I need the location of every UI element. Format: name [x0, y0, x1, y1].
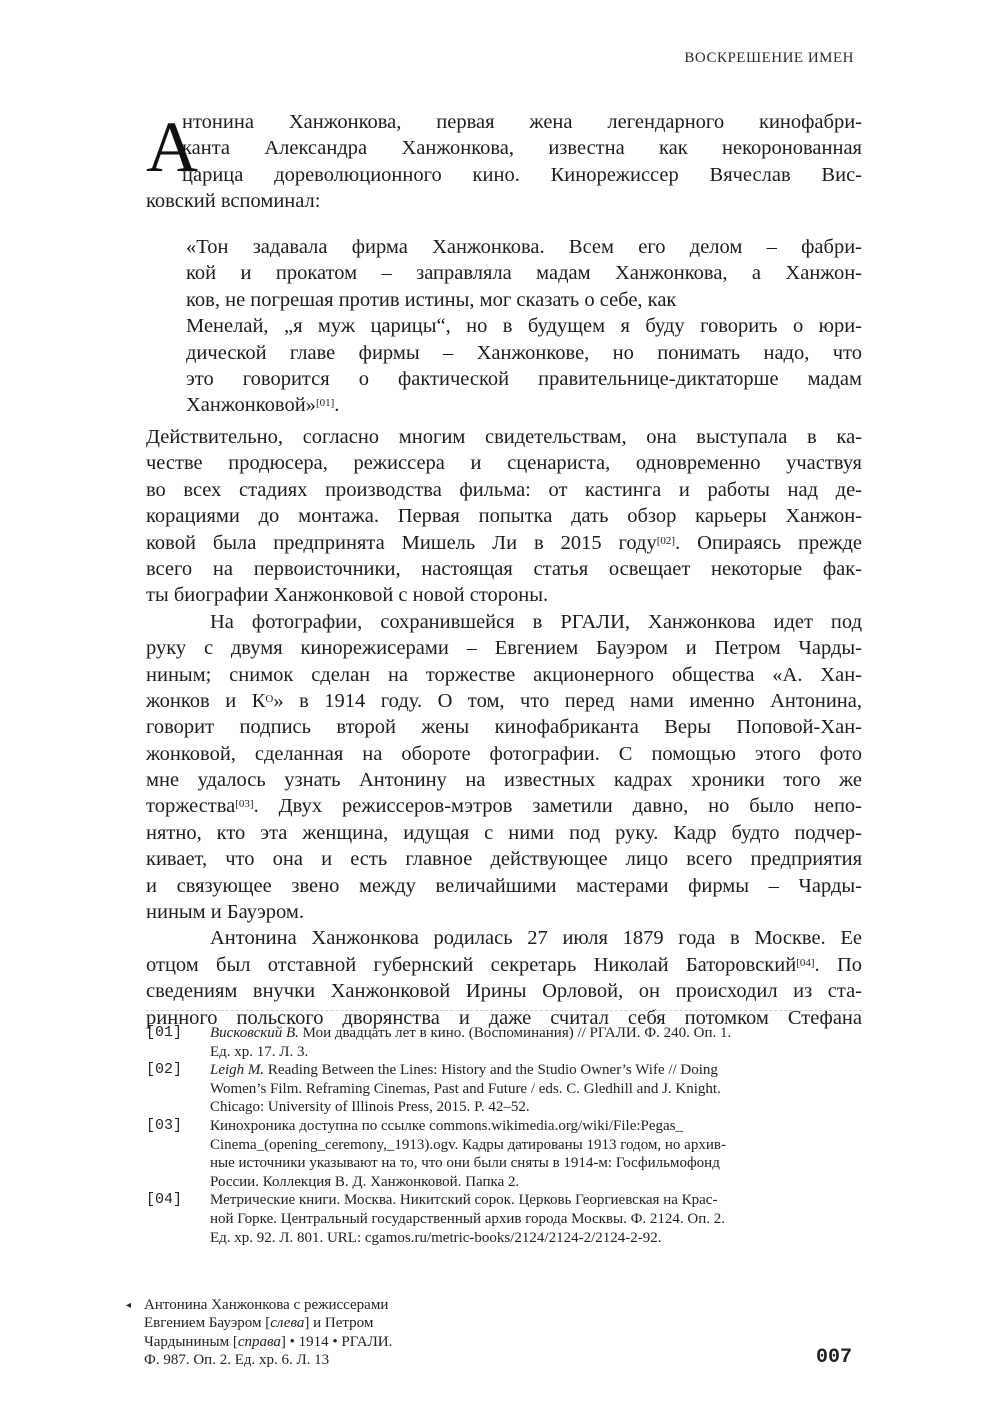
footnote-line	[210, 1080, 886, 1099]
caption-line	[126, 1314, 392, 1332]
text-line	[146, 952, 862, 978]
footnote-number: [03]	[146, 1116, 183, 1134]
footnote-line	[210, 1191, 886, 1210]
footnote-ref[interactable]: [01]	[315, 397, 335, 410]
footnote-line-text: Cinema_(opening_ceremony,_1913).ogv. Кадры датированы 1913 годом, но архив-	[210, 1136, 726, 1153]
footnote-text	[210, 1191, 886, 1247]
text-line	[146, 609, 862, 635]
page-number: 007	[815, 1346, 852, 1369]
text-line	[146, 688, 862, 714]
text-line	[146, 556, 862, 582]
text-line: канта Александра Ханжонкова, известна как некоронованная	[182, 137, 862, 160]
line-text: мне удалось узнать Антонину на известных кадрах хроники того же	[146, 769, 862, 792]
line-text: нятно, кто эта женщина, идущая с ними под руку. Кадр будто подчер-	[146, 821, 862, 844]
line-text: торжества	[146, 795, 236, 818]
line-text: и связующее звено между величайшими мастерами фирмы – Чарды-	[146, 874, 862, 897]
left-arrow-icon: ◂	[126, 1300, 132, 1311]
footnote-number: [04]	[146, 1191, 183, 1209]
footnote-line-text: Ед. хр. 17. Л. 3.	[210, 1043, 309, 1060]
line-text: честве продюсера, режиссера и сценариста, одновременно участвуя	[146, 452, 862, 475]
footnote-item	[146, 1024, 886, 1061]
footnote-line	[210, 1136, 886, 1155]
line-text: отцом был отставной губернский секретарь Николай Баторовский	[146, 953, 797, 976]
text-line	[146, 846, 862, 872]
text-line	[146, 582, 862, 608]
footnote-text	[210, 1061, 886, 1117]
text-line: это говорится о фактической правительнице-диктаторше мадам	[186, 367, 862, 390]
footnote-line	[210, 1117, 886, 1136]
footnote-text	[210, 1024, 886, 1061]
intro-paragraph	[146, 109, 862, 215]
footnote-line	[210, 1154, 886, 1173]
footnote-line-text: Chicago: University of Illinois Press, 2015. P. 42–52.	[210, 1099, 530, 1116]
text-line	[146, 450, 862, 476]
line-text: корациями до монтажа. Первая попытка дать обзор карьеры Ханжон-	[146, 505, 862, 528]
text-line	[146, 503, 862, 529]
caption-text: ] • 1914 • РГАЛИ.	[280, 1333, 393, 1350]
text-line	[186, 392, 862, 418]
text-line	[146, 635, 862, 661]
line-text: . По	[814, 953, 862, 976]
caption-italic: справа	[237, 1333, 281, 1350]
caption-line: Антонина Ханжонкова с режиссерами	[144, 1297, 389, 1313]
line-text: руку с двумя кинорежисерами – Евгением Бауэром и Петром Чарды-	[146, 637, 862, 660]
text-line	[146, 899, 862, 925]
footnote-author: Висковский В.	[210, 1025, 299, 1041]
line-text: во всех стадиях производства фильма: от кастинга и работы над де-	[146, 478, 862, 501]
line-text: кивает, что она и есть главное действующее лицо всего предприятия	[146, 848, 862, 871]
main-body-text	[146, 424, 862, 1031]
text-line: дической главе фирмы – Ханжонкове, но понимать надо, что	[186, 341, 862, 364]
text-line: кой и прокатом – заправляла мадам Ханжонкова, а Ханжон-	[186, 262, 862, 285]
line-text: . Двух режиссеров-мэтров заметили давно, но было непо-	[253, 795, 862, 818]
caption-text: Евгением Бауэром [	[144, 1315, 271, 1332]
footnote-line	[210, 1210, 886, 1229]
line-text: жонков и К	[146, 689, 266, 712]
text-line: ков, не погрешая против истины, мог сказать о себе, как	[186, 288, 677, 311]
line-text: » в 1914 году. О том, что перед нами именно Антонина,	[273, 689, 862, 712]
text-line	[146, 477, 862, 503]
running-head: ВОСКРЕШЕНИЕ ИМЕН	[684, 50, 854, 66]
text-line	[146, 978, 862, 1004]
footnote-line-text: Мои двадцать лет в кино. (Воспоминания) // РГАЛИ. Ф. 240. Оп. 1.	[298, 1025, 732, 1041]
punctuation: .	[334, 394, 340, 417]
line-text: ринного польского дворянства и даже считал себя потомком Стефана	[146, 1006, 862, 1029]
drop-cap: А	[146, 107, 198, 187]
line-text: ниным; снимок сделан на торжестве акционерного общества «А. Хан-	[146, 663, 862, 686]
line-text: сведениям внучки Ханжонковой Ирины Орловой, он происходил из ста-	[146, 980, 862, 1003]
footnote-line	[210, 1061, 886, 1080]
quote-end-text: Ханжонковой»	[186, 394, 316, 417]
footnote-line	[210, 1173, 886, 1192]
footnote-line	[210, 1043, 886, 1062]
line-text: . Опираясь прежде	[675, 531, 863, 554]
line-text: ниным и Бауэром.	[146, 901, 304, 924]
text-line	[146, 714, 862, 740]
caption-italic: слева	[270, 1315, 305, 1332]
footnote-line	[210, 1229, 886, 1248]
text-line	[146, 873, 862, 899]
text-line: царица дореволюционного кино. Кинорежиссер Вячеслав Вис-	[182, 163, 862, 186]
footnote-line-text: Метрические книги. Москва. Никитский сорок. Церковь Георгиевская на Крас-	[210, 1192, 718, 1209]
footnote-item	[146, 1117, 886, 1191]
footnote-author: Leigh M.	[210, 1062, 265, 1079]
line-text: ты биографии Ханжонковой с новой стороны.	[146, 584, 549, 607]
text-line	[146, 741, 862, 767]
footnote-line-text: Ед. хр. 92. Л. 801. URL: cgamos.ru/metric-books/2124/2124-2/2124-2-92.	[210, 1229, 662, 1246]
footnotes	[146, 1024, 886, 1247]
footnote-line-text: ной Горке. Центральный государственный архив города Москвы. Ф. 2124. Оп. 2.	[210, 1210, 726, 1227]
line-text: говорит подпись второй жены кинофабриканта Веры Поповой-Хан-	[146, 716, 862, 739]
footnote-item	[146, 1061, 886, 1117]
text-line	[146, 820, 862, 846]
footnote-divider	[146, 1010, 862, 1011]
line-text: На фотографии, сохранившейся в РГАЛИ, Ханжонкова идет под	[210, 610, 862, 633]
footnote-line	[210, 1098, 886, 1117]
line-text: Антонина Ханжонкова родилась 27 июля 1879 года в Москве. Ее	[210, 927, 862, 950]
footnote-line-text: России. Коллекция В. Д. Ханжонковой. Папка 2.	[210, 1173, 520, 1190]
footnote-line-text: Women’s Film. Reframing Cinemas, Past and Future / eds. C. Gledhill and J. Knight.	[210, 1080, 721, 1097]
footnote-ref[interactable]: [04]	[796, 956, 815, 969]
line-text: Действительно, согласно многим свидетельствам, она выступала в ка-	[146, 426, 862, 448]
photo-caption	[126, 1296, 392, 1370]
caption-text: Чардыниным [	[144, 1333, 238, 1350]
text-line: ковский вспоминал:	[146, 190, 321, 213]
caption-line: Ф. 987. Оп. 2. Ед. хр. 6. Л. 13	[144, 1352, 330, 1369]
footnote-item	[146, 1191, 886, 1247]
block-quote	[186, 234, 862, 419]
footnote-number: [01]	[146, 1024, 183, 1041]
caption-text: ] и Петром	[304, 1315, 374, 1332]
text-line	[146, 530, 862, 556]
footnote-ref[interactable]: [03]	[235, 798, 254, 811]
footnote-line	[210, 1024, 886, 1043]
text-line: Менелай, „я муж царицы“, но в будущем я буду говорить о юри-	[186, 315, 862, 338]
footnote-line-text: Кинохроника доступна по ссылке commons.wikimedia.org/wiki/File:Pegas_	[210, 1117, 684, 1134]
text-line	[146, 793, 862, 819]
line-text: ковой была предпринята Мишель Ли в 2015 году	[146, 531, 657, 554]
text-line	[146, 424, 862, 450]
footnote-number: [02]	[146, 1061, 183, 1079]
caption-line	[126, 1333, 392, 1351]
text-line	[146, 662, 862, 688]
footnote-ref[interactable]: [02]	[656, 534, 676, 547]
text-line	[146, 767, 862, 793]
footnote-line-text: ные источники указывают на то, что они были сняты в 1914-м: Госфильмофонд	[210, 1155, 720, 1172]
text-line: «Тон задавала фирма Ханжонкова. Всем его делом – фабри-	[186, 236, 862, 258]
footnote-text	[210, 1117, 886, 1191]
line-text: всего на первоисточники, настоящая статья освещает некоторые фак-	[146, 557, 862, 580]
superscript: О	[265, 692, 274, 705]
text-line: нтонина Ханжонкова, первая жена легендарного кинофабри-	[182, 111, 862, 133]
footnote-line-text: Reading Between the Lines: History and the Studio Owner’s Wife // Doing	[264, 1062, 718, 1079]
text-line	[146, 925, 862, 951]
line-text: жонковой, сделанная на обороте фотографии. С помощью этого фото	[146, 742, 862, 765]
